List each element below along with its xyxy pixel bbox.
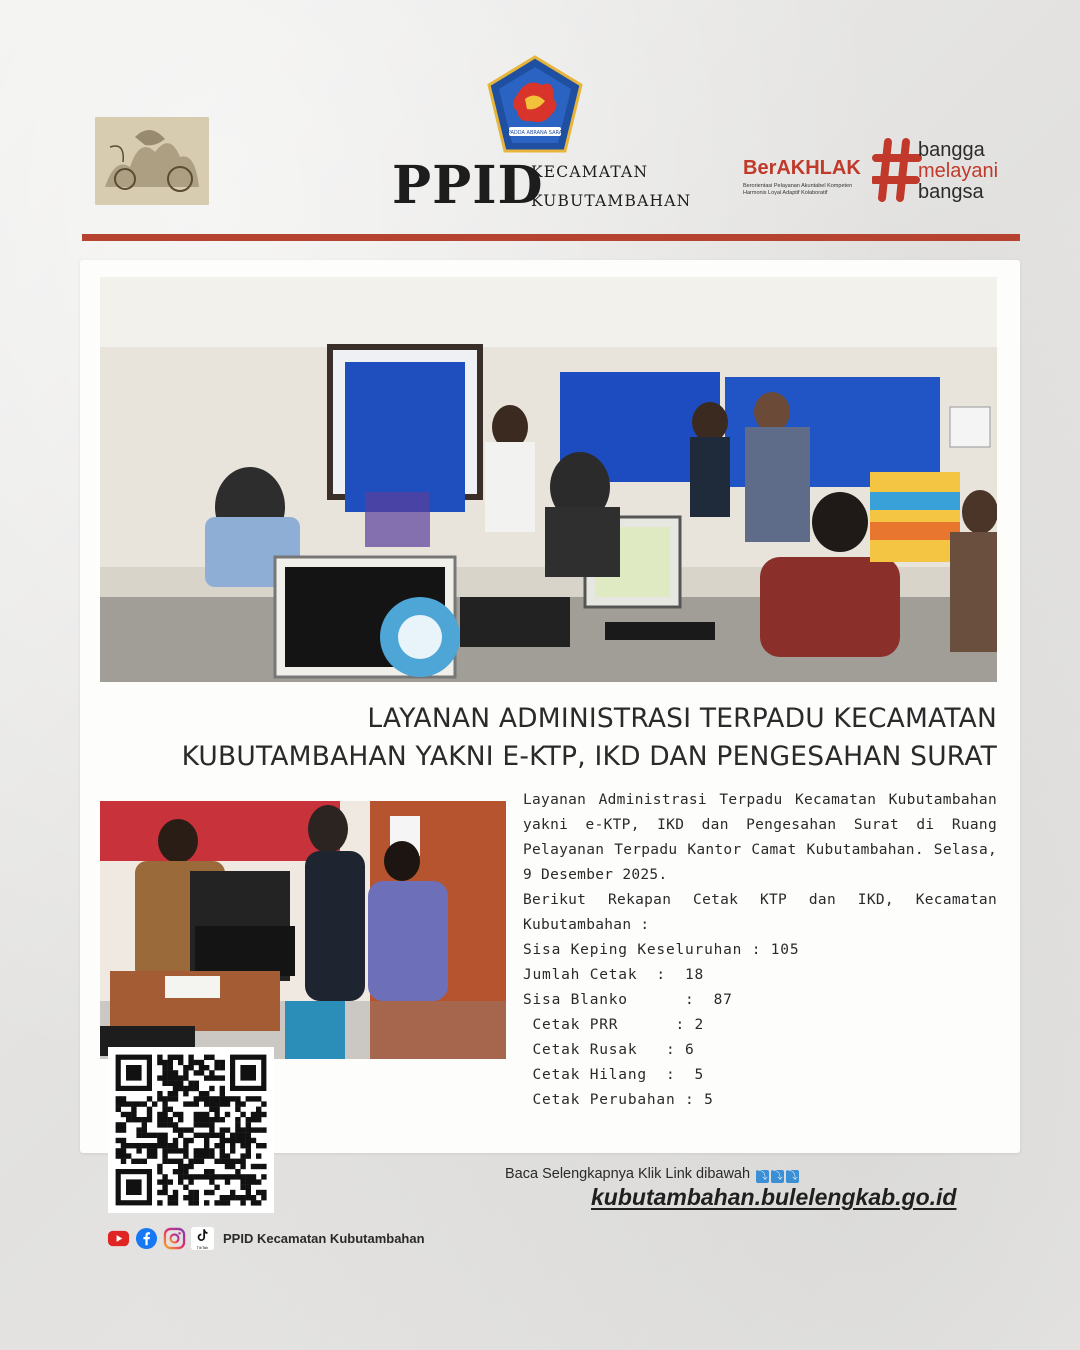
office-service-photo xyxy=(100,277,997,682)
headline-line-1: LAYANAN ADMINISTRASI TERPADU KECAMATAN xyxy=(367,703,997,734)
arrow-down-icon: ⤵ xyxy=(757,1171,768,1182)
website-link[interactable]: kubutambahan.bulelengkab.go.id xyxy=(591,1184,957,1210)
ektp-recording-photo xyxy=(100,801,506,1059)
slogan-line-bangsa: bangsa xyxy=(918,181,984,203)
ppid-subtitle-kecamatan: KECAMATAN xyxy=(531,163,649,181)
stat-cetak-rusak: Cetak Rusak : 6 xyxy=(523,1042,695,1058)
arrow-down-icon: ⤵ xyxy=(787,1171,798,1182)
ppid-subtitle-kubutambahan: KUBUTAMBAHAN xyxy=(531,192,692,210)
tiktok-caption: TikTok xyxy=(196,1244,209,1250)
berakhlak-logo: BerAKHLAK xyxy=(743,157,861,179)
article-body xyxy=(523,788,997,1113)
instagram-icon[interactable] xyxy=(163,1227,186,1250)
tiktok-icon[interactable] xyxy=(191,1227,214,1250)
balinese-carving-image xyxy=(95,117,209,205)
arrow-down-icon: ⤵ xyxy=(772,1171,783,1182)
header-divider xyxy=(82,234,1020,241)
stat-sisa-keping: Sisa Keping Keseluruhan : 105 xyxy=(523,942,800,958)
stat-sisa-blanko: Sisa Blanko : 87 xyxy=(523,992,733,1008)
qr-code[interactable] xyxy=(108,1047,274,1213)
read-more-text xyxy=(505,1166,799,1183)
emblem-ribbon-text: PADDA ABRANA SARA xyxy=(507,130,563,136)
youtube-icon[interactable] xyxy=(107,1227,130,1250)
article-paragraph-2: Berikut Rekapan Cetak KTP dan IKD, Kecamatan Kubutambahan : xyxy=(523,892,997,933)
read-more-label: Baca Selengkapnya Klik Link dibawah xyxy=(505,1166,751,1182)
headline-line-2: KUBUTAMBAHAN YAKNI E-KTP, IKD DAN PENGESAHAN SURAT xyxy=(181,741,997,772)
social-media-bar xyxy=(107,1226,425,1250)
kabupaten-emblem xyxy=(487,55,583,155)
social-account-label: PPID Kecamatan Kubutambahan xyxy=(223,1230,425,1246)
article-headline xyxy=(100,700,997,776)
hashtag-icon xyxy=(872,136,922,202)
bangga-melayani-bangsa-slogan xyxy=(918,140,998,203)
stat-cetak-hilang: Cetak Hilang : 5 xyxy=(523,1067,705,1083)
ppid-title: PPID xyxy=(392,155,544,216)
stat-cetak-perubahan: Cetak Perubahan : 5 xyxy=(523,1092,714,1108)
article-paragraph-1: Layanan Administrasi Terpadu Kecamatan Kubutambahan yakni e-KTP, IKD dan Pengesahan Surat di Ruang Pelayanan Terpadu Kantor Camat Kubutambahan. Selasa, 9 Desember 2025. xyxy=(523,792,997,883)
qr-code-graphic xyxy=(108,1047,274,1213)
slogan-line-bangga: bangga xyxy=(918,139,985,161)
stat-jumlah-cetak: Jumlah Cetak : 18 xyxy=(523,967,705,983)
facebook-icon[interactable] xyxy=(135,1227,158,1250)
stat-cetak-prr: Cetak PRR : 2 xyxy=(523,1017,705,1033)
berakhlak-tagline: Berorientasi Pelayanan Akuntabel Kompeten Harmonis Loyal Adaptif Kolaboratif xyxy=(743,183,853,196)
slogan-line-melayani: melayani xyxy=(918,160,999,182)
